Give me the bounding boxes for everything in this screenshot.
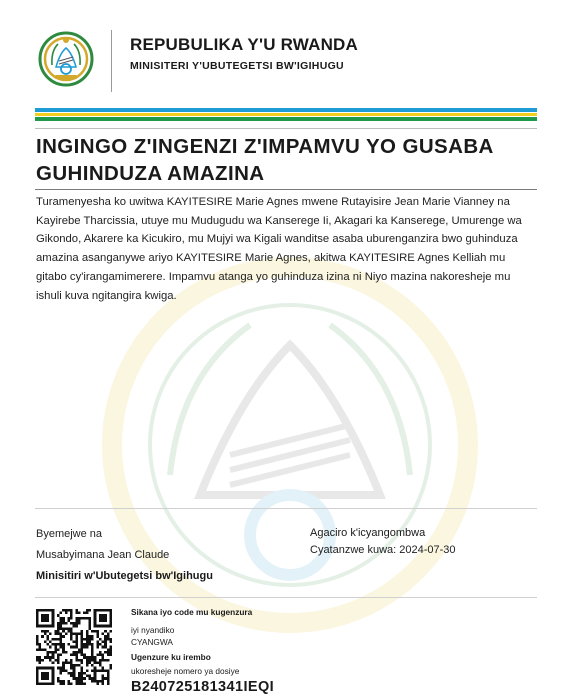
flag-stripe-blue [35, 108, 537, 112]
verify-irembo-label: Ugenzure ku irembo [131, 652, 211, 662]
verify-instruction-document: iyi nyandiko [131, 625, 175, 635]
file-number: B240725181341IEQI [131, 679, 275, 695]
ministry-name: MINISITERI Y'UBUTEGETSI BW'IGIHUGU [130, 60, 344, 72]
flag-stripe-yellow [35, 113, 537, 116]
approved-by-label: Byemejwe na [36, 528, 103, 540]
qr-code-icon[interactable] [36, 609, 112, 685]
rwanda-coat-of-arms-icon [38, 31, 94, 87]
title-rule [35, 189, 537, 190]
document-body: Turamenyesha ko uwitwa KAYITESIRE Marie Agnes mwene Rutayisire Jean Marie Vianney na Kayirebe Tharcissia, utuye mu Mudugudu wa Kanserege Ii, Akagari ka Kanserege, Umurenge wa Gikondo, Akarere ka Kicukiro, mu Mujyi wa Kigali wanditse asaba uburenganzira bwo guhinduza amazina asanganywe ariyo KAYITESIRE Marie Agnes, akitwa KAYITESIRE Agnes Kelliah mu gitabo cy'irangamimerere. Impamvu atanga yo guhinduza izina ni Niyo mazina nakoresheje mu ishuli kuva ngitangira kwiga. [36, 196, 522, 302]
verify-or-label: CYANGWA [131, 637, 173, 647]
header-rule [35, 128, 537, 129]
verify-instruction-scan: Sikana iyo code mu kugenzura [131, 607, 253, 617]
country-name: REPUBULIKA Y'U RWANDA [130, 35, 358, 54]
document-title: INGINGO Z'INGENZI Z'IMPAMVU YO GUSABA GUHINDUZA AMAZINA [36, 135, 493, 185]
flag-stripe-green [35, 117, 537, 121]
verify-file-number-label: ukoresheje nomero ya dosiye [131, 666, 240, 676]
minister-name: Musabyimana Jean Claude [36, 549, 170, 561]
signature-rule [35, 508, 537, 509]
minister-title: Minisitiri w'Ubutegetsi bw'Igihugu [36, 570, 213, 582]
verification-rule [35, 597, 537, 598]
issued-date: Cyatanzwe kuwa: 2024-07-30 [310, 544, 456, 556]
document-value-label: Agaciro k'icyangombwa [310, 527, 426, 539]
header-divider [111, 30, 112, 92]
